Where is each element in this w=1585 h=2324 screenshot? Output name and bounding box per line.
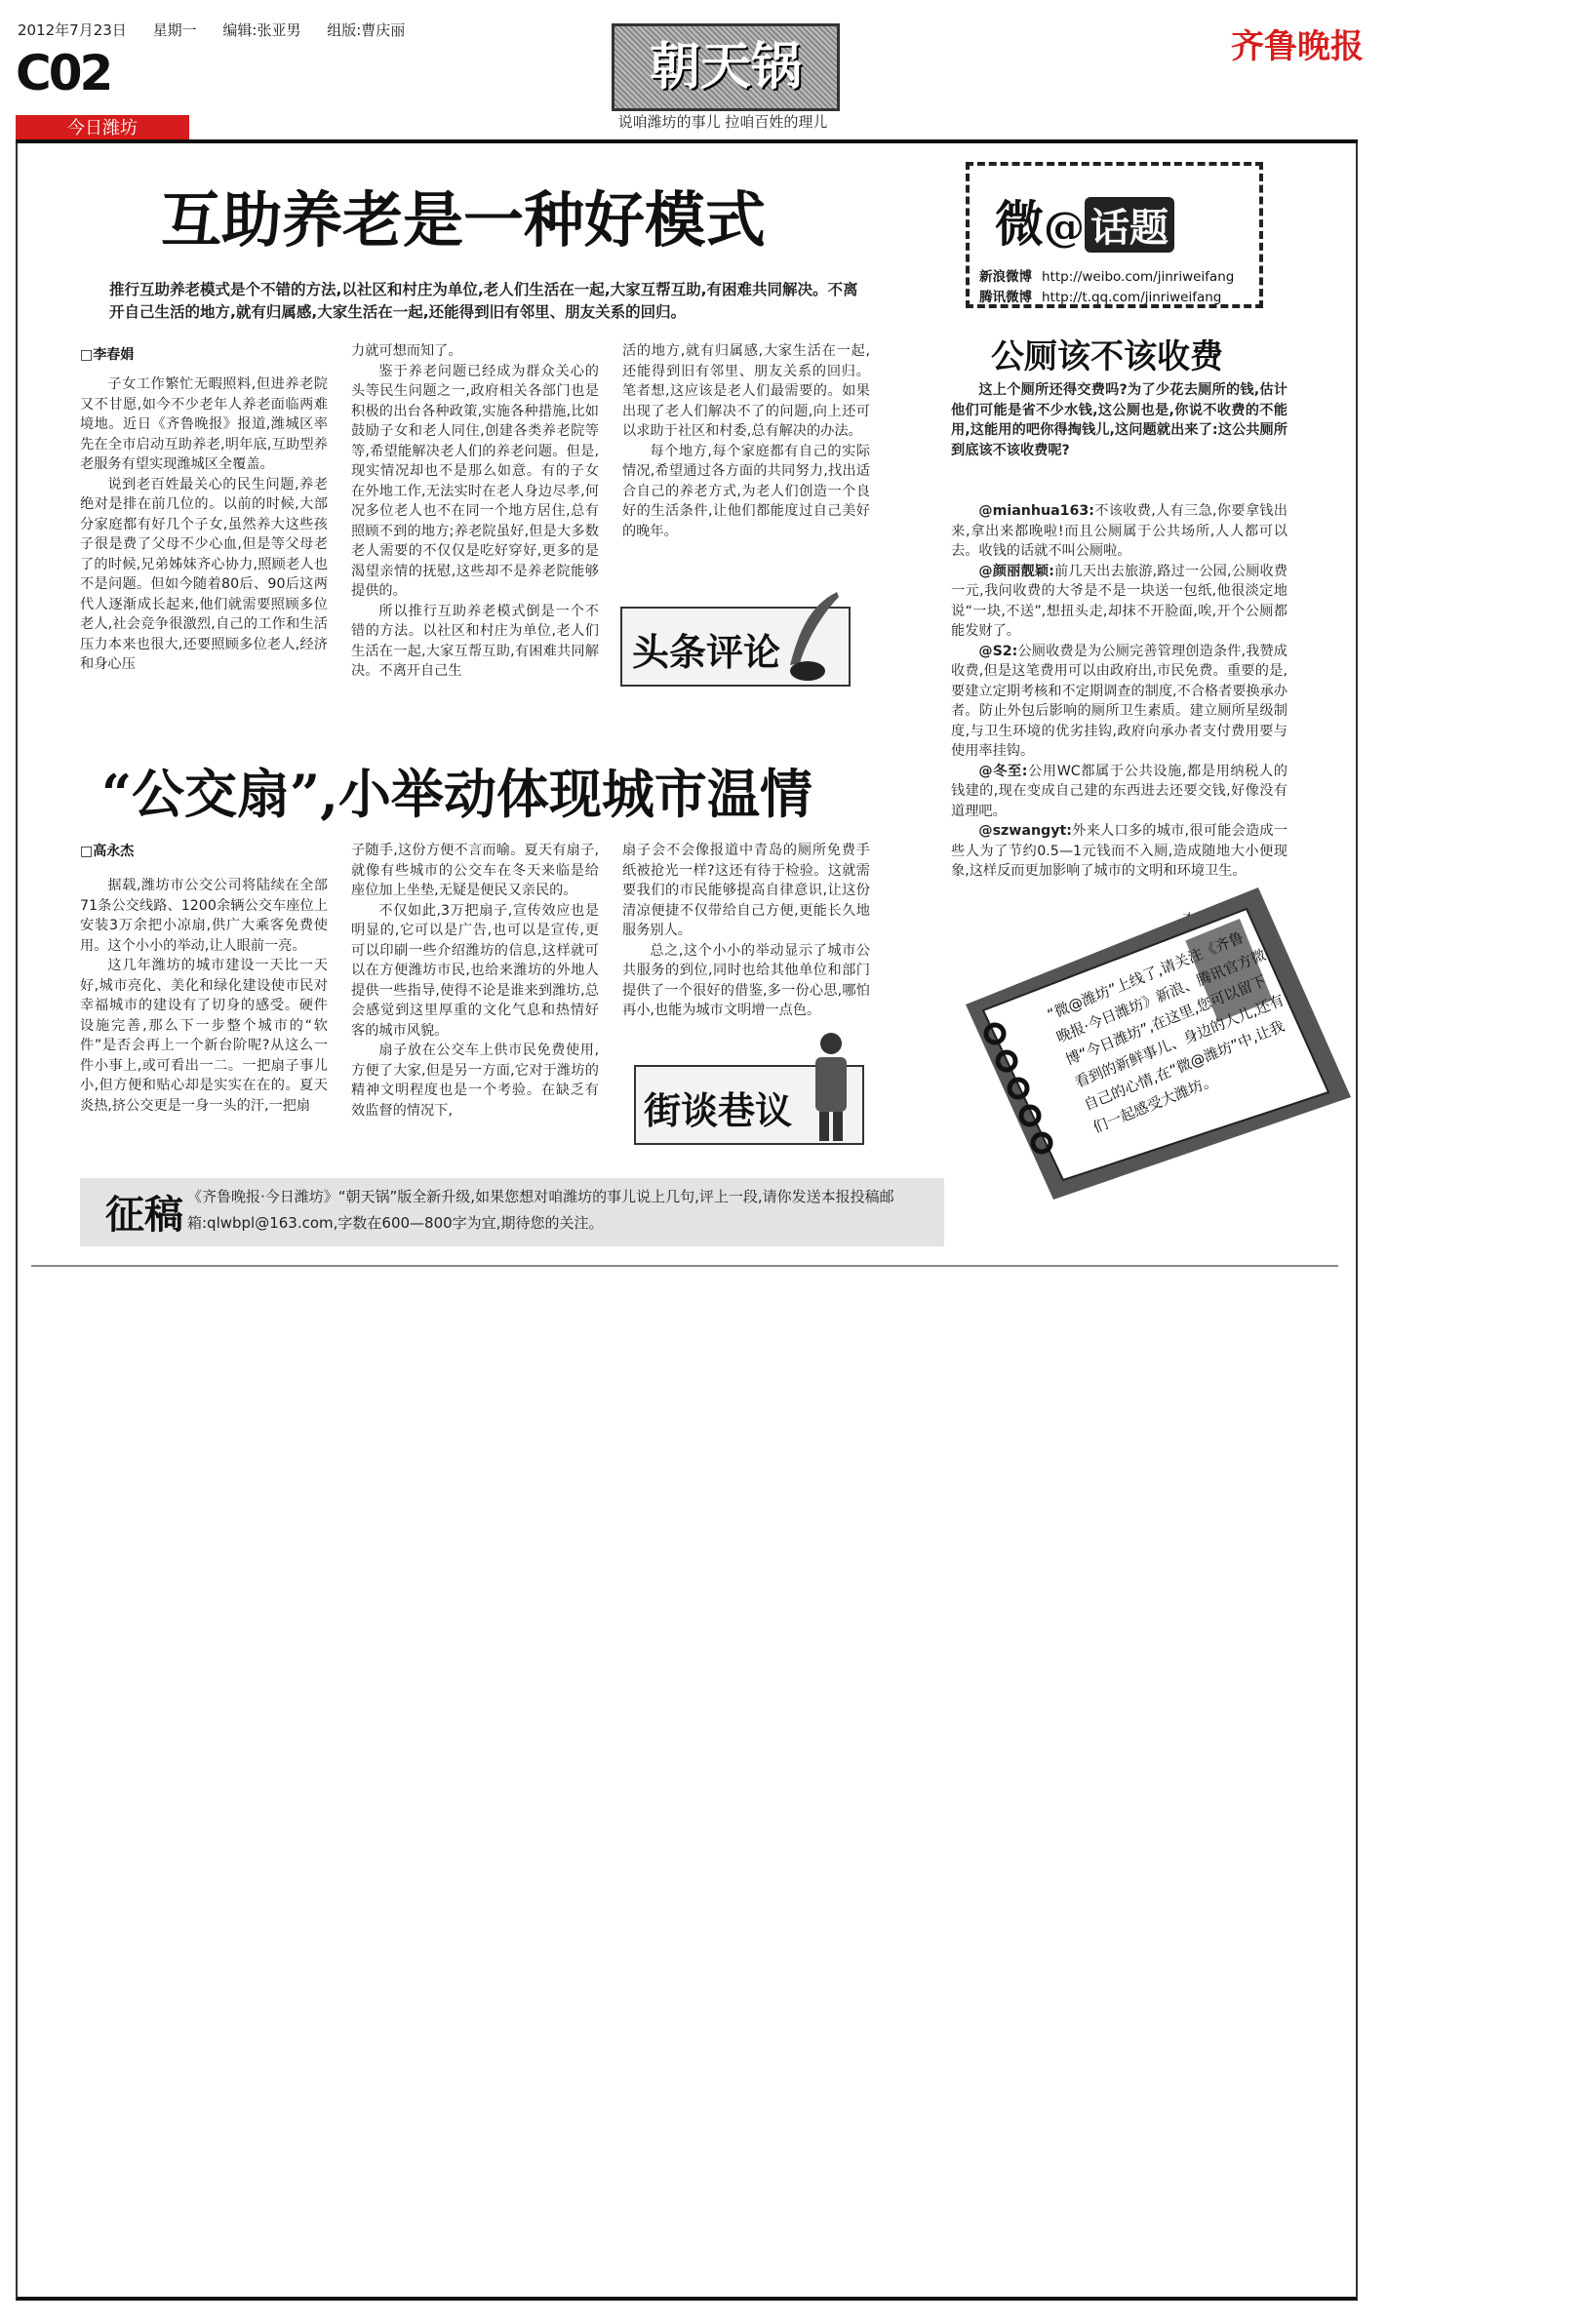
comment-user: @S2:: [978, 643, 1018, 659]
paper-logo: 齐鲁晚报: [1231, 27, 1364, 66]
weibo-topic-intro: [951, 380, 1288, 460]
weibo-topic-logo: [995, 185, 1174, 256]
header-meta: [18, 20, 426, 40]
weibo-comment: [951, 562, 1288, 642]
paragraph: 这上个厕所还得交费吗?为了少花去厕所的钱,估计他们可能是省不少水钱,这公厕也是,你说不收费的不能用,这能用的吧你得掏钱儿,这问题就出来了:这公共厕所到底该不该收费呢?: [951, 382, 1288, 458]
article1-column-1: [80, 374, 328, 675]
sina-weibo-url[interactable]: http://weibo.com/jinriweifang: [1042, 269, 1235, 285]
column-slogan: 说咱潍坊的事儿 拉咱百姓的理儿: [617, 113, 828, 131]
tencent-weibo-url[interactable]: http://t.qq.com/jinriweifang: [1042, 290, 1222, 305]
paragraph: 子女工作繁忙无暇照料,但进养老院又不甘愿,如今不少老年人养老面临两难境地。近日《齐鲁晚报》报道,潍城区率先在全市启动互助养老,明年底,互助型养老服务有望实现潍城区全覆盖。: [80, 376, 328, 472]
headline-comment-badge: [620, 607, 851, 687]
issue-date: 2012年7月23日: [18, 21, 127, 39]
comment-text: 公用WC都属于公共设施,都是用纳税人的钱建的,现在变成自己建的东西进去还要交钱,好像没有道理吧。: [951, 763, 1288, 819]
weibo-topic-title: 公厕该不该收费: [991, 337, 1223, 376]
comment-user: @mianhua163:: [978, 503, 1094, 519]
person-figure-icon: [802, 1030, 860, 1143]
weibo-comment: [951, 821, 1288, 882]
comment-user: @szwangyt:: [978, 823, 1072, 839]
comment-text: 外来人口多的城市,很可能会造成一些人为了节约0.5—1元钱而不入厕,造成随地大小便现象,这样反而更加影响了城市的文明和环境卫生。: [951, 823, 1288, 879]
layout-credit: 组版:曹庆丽: [327, 21, 406, 39]
paragraph: 这几年潍坊的城市建设一天比一天好,城市亮化、美化和绿化建设使市民对幸福城市的建设有了切身的感受。硬件设施完善,那么下一步整个城市的“软件”是否会再上一个新台阶呢?从这么一件小事上,或可看出一二。一把扇子事儿小,但方便和贴心却是实实在在的。夏天炎热,挤公交更是一身一头的汗,一把扇: [80, 958, 328, 1114]
sina-weibo-link[interactable]: [979, 265, 1234, 285]
column-name: 朝天锅: [649, 37, 802, 97]
paragraph: 活的地方,就有归属感,大家生活在一起,还能得到旧有邻里、朋友关系的回归。笔者想,这应该是老人们最需要的。如果出现了老人们解决不了的问题,向上还可以求助于社区和村委,总有解决的办法。: [622, 343, 870, 439]
notebook-illustration: [936, 887, 1351, 1200]
weibo-comment: [951, 762, 1288, 822]
paragraph: 总之,这个小小的举动显示了城市公共服务的到位,同时也给其他单位和部门提供了一个很好的借鉴,多一份心思,哪怕再小,也能为城市文明增一点色。: [622, 942, 870, 1018]
issue-weekday: 星期一: [152, 21, 197, 39]
article1-author: □李春娟: [80, 347, 135, 363]
paragraph: 扇子放在公交车上供市民免费使用,方便了大家,但是另一方面,它对于潍坊的精神文明程度也是一个考验。在缺乏有效监督的情况下,: [351, 1043, 599, 1119]
street-talk-badge: [634, 1065, 864, 1145]
article1-column-2: [351, 341, 599, 682]
comment-user: @冬至:: [978, 763, 1028, 779]
article1-column-3: [622, 341, 870, 541]
tencent-weibo-link[interactable]: [979, 286, 1221, 305]
comment-text: 不该收费,人有三急,你要拿钱出来,拿出来都晚啦!而且公厕属于公共场所,人人都可以去。收钱的话就不叫公厕啦。: [951, 503, 1288, 559]
paragraph: 所以推行互助养老模式倒是一个不错的方法。以社区和村庄为单位,老人们生活在一起,大家互帮互助,有困难共同解决。不离开自己生: [351, 603, 599, 679]
article2-column-3: [622, 841, 870, 1021]
article2-column-2: [351, 841, 599, 1121]
comment-user: @颜丽靓颖:: [978, 563, 1054, 579]
sina-weibo-label: 新浪微博: [979, 269, 1032, 285]
notebook-text: “微@潍坊”上线了,请关注《齐鲁晚报·今日潍坊》新浪、腾讯官方微博“今日潍坊”,在这里,您可以留下看到的新鲜事儿、身边的人儿,还有自己的心情,在“微@潍坊”中,让我们一起感受大潍坊。: [1045, 928, 1288, 1137]
article2-title: “公交扇”,小举动体现城市温情: [101, 763, 812, 825]
weibo-comment: [951, 642, 1288, 762]
article1-lead: 推行互助养老模式是个不错的方法,以社区和村庄为单位,老人们生活在一起,大家互帮互助,有困难共同解决。不离开自己生活的地方,就有归属感,大家生活在一起,还能得到旧有邻里、朋友关系的回归。: [109, 281, 858, 321]
paragraph: 说到老百姓最关心的民生问题,养老绝对是排在前几位的。以前的时候,大部分家庭都有好几个子女,虽然养大这些孩子很是费了父母不少心血,但是等父母老了的时候,兄弟姊妹齐心协力,照顾老人也不是问题。但如今随着80后、90后这两代人逐渐成长起来,他们就需要照顾多位老人,社会竞争很激烈,自己的工作和生活压力本来也很大,还要照顾多位老人,经济和身心压: [80, 476, 328, 672]
paragraph: 扇子会不会像报道中青岛的厕所免费手纸被抢光一样?这还有待于检验。这就需要我们的市民能够提高自律意识,让这份清凉便捷不仅带给自己方便,更能长久地服务别人。: [622, 843, 870, 938]
paragraph: 据载,潍坊市公交公司将陆续在全部71条公交线路、1200余辆公交车座位上安装3万余把小凉扇,供广大乘客免费使用。这个小小的举动,让人眼前一亮。: [80, 878, 328, 954]
paragraph: 力就可想而知了。: [351, 343, 462, 359]
column-logo: [612, 23, 840, 111]
comment-text: 前几天出去旅游,路过一公园,公厕收费一元,我问收费的大爷是不是一块送一包纸,他很淡定地说“一块,不送”,想扭头走,却抹不开脸面,唉,开个公厕都能发财了。: [951, 563, 1288, 639]
quill-pen-icon: [778, 587, 847, 685]
article2-author: □高永杰: [80, 844, 135, 859]
article2-column-1: [80, 876, 328, 1116]
editor-credit: 编辑:张亚男: [222, 21, 301, 39]
street-talk-label: 街谈巷议: [644, 1088, 793, 1132]
page-divider: [31, 1265, 1338, 1267]
paragraph: 每个地方,每个家庭都有自己的实际情况,希望通过各方面的共同努力,找出适合自己的养老方式,为老人们创造一个良好的生活条件,让他们都能度过自己美好的晚年。: [622, 443, 870, 539]
weibo-topic-tag: 话题: [1085, 197, 1174, 253]
headline-comment-label: 头条评论: [632, 630, 781, 674]
call-for-papers-text: 《齐鲁晚报·今日潍坊》“朝天锅”版全新升级,如果您想对咱潍坊的事儿说上几句,评上一段,请你发送本报投稿邮箱:qlwbpl@163.com,字数在600—800字为宜,期待您的关注。: [187, 1188, 894, 1232]
comment-text: 公厕收费是为公厕完善管理创造条件,我赞成收费,但是这笔费用可以由政府出,市民免费。重要的是,要建立定期考核和不定期调查的制度,不合格者要换承办者。防止外包后影响的厕所卫生素质。建立厕所星级制度,与卫生环境的优劣挂钩,政府向承办者支付费用要与使用率挂钩。: [951, 643, 1288, 759]
weibo-at-sign: @: [1044, 203, 1085, 251]
paragraph: 不仅如此,3万把扇子,宣传效应也是明显的,它可以是广告,也可以是宣传,更可以印刷一些介绍潍坊的信息,这样就可以在方便潍坊市民,也给来潍坊的外地人提供一些指导,使得不论是谁来到潍坊,总会感觉到这里厚重的文化气息和热情好客的城市风貌。: [351, 902, 599, 1039]
paragraph: 鉴于养老问题已经成为群众关心的头等民生问题之一,政府相关各部门也是积极的出台各种政策,实施各种措施,比如鼓励子女和老人同住,创建各类养老院等等,希望能解决老人们的养老问题。但是,现实情况却也不是那么如意。有的子女在外地工作,无法实时在老人身边尽孝,何况多位老人也不在同一个地方居住,总有照顾不到的地方;养老院虽好,但是大多数老人需要的不仅仅是吃好穿好,更多的是渴望亲情的抚慰,这些却不是养老院能够提供的。: [351, 363, 599, 599]
call-for-papers-title: 征稿: [105, 1192, 183, 1238]
weibo-logo-char: 微: [995, 195, 1044, 253]
page-number: C02: [16, 45, 111, 101]
section-label: 今日潍坊: [16, 115, 189, 142]
tencent-weibo-label: 腾讯微博: [979, 290, 1032, 305]
article1-title: 互助养老是一种好模式: [161, 184, 767, 256]
weibo-comments: [951, 501, 1288, 882]
paragraph: 子随手,这份方便不言而喻。夏天有扇子,就像有些城市的公交车在冬天来临是给座位加上坐垫,无疑是便民又亲民的。: [351, 843, 599, 898]
weibo-comment: [951, 501, 1288, 562]
